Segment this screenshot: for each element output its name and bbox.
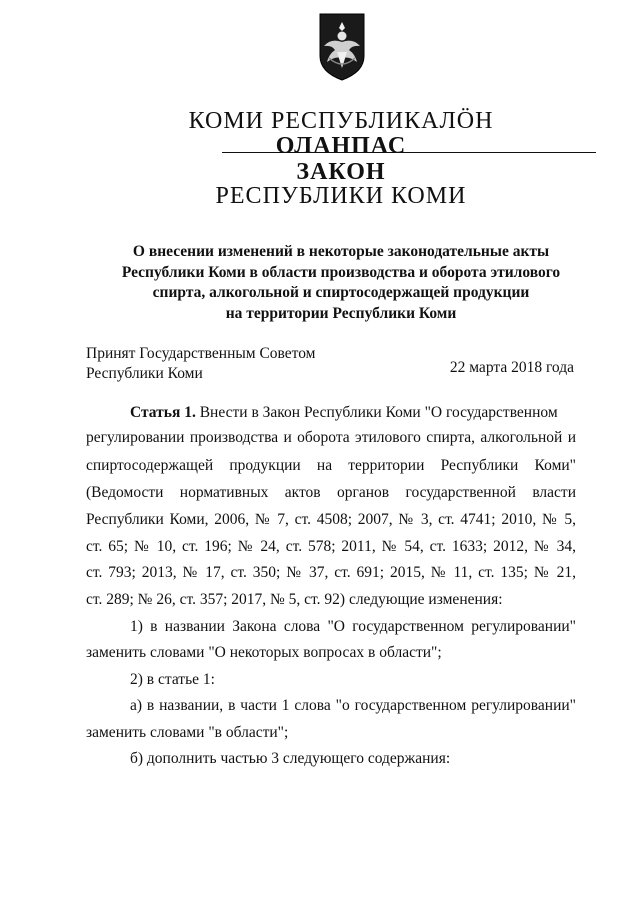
list-item: а) в названии, в части 1 слова "о государственном регулировании": [130, 697, 576, 714]
list-item: 1) в названии Закона слова "О государственном регулировании": [130, 618, 576, 635]
article-line: регулировании производства и оборота этилового спирта, алкогольной и: [86, 429, 576, 446]
article-line: Республики Коми, 2006, № 7, ст. 4508; 2007, № 3, ст. 4741; 2010, № 5,: [86, 511, 576, 528]
article-line: (Ведомости нормативных актов органов государственной власти: [86, 484, 576, 501]
article-line: ст. 289; № 26, ст. 357; 2017, № 5, ст. 92) следующие изменения:: [86, 591, 503, 608]
law-title-line: спирта, алкогольной и спиртосодержащей продукции: [152, 284, 530, 301]
adoption-statement: [86, 344, 316, 384]
article-text: Внести в Закон Республики Коми "О государственном: [195, 404, 558, 421]
article-line: спиртосодержащей продукции на территории Республики Коми": [86, 457, 576, 474]
heading-olanpas: ОЛАНПАС: [275, 133, 407, 159]
article-line: ст. 793; 2013, № 17, ст. 350; № 37, ст. 691; 2015, № 11, ст. 135; № 21,: [86, 564, 576, 581]
list-item: 2) в статье 1:: [130, 671, 215, 688]
list-item-continuation: заменить словами "в области";: [86, 724, 289, 741]
law-title-line: Республики Коми в области производства и оборота этилового: [121, 263, 561, 281]
law-title-line: на территории Республики Коми: [225, 304, 457, 322]
heading-respubliki-komi: РЕСПУБЛИКИ КОМИ: [215, 183, 467, 209]
list-item-continuation: заменить словами "О некоторых вопросах в области";: [86, 644, 442, 661]
article-label: Статья 1.: [130, 404, 196, 421]
heading-komi-republic: КОМИ РЕСПУБЛИКАЛÖН: [188, 108, 494, 134]
law-title: [84, 242, 598, 324]
adopted-by-line: Принят Государственным Советом: [86, 345, 316, 362]
adopted-by-line: Республики Коми: [86, 365, 203, 382]
article-1-first-line: [130, 404, 558, 422]
komi-coat-of-arms-icon: [317, 12, 367, 82]
adoption-date: 22 марта 2018 года: [449, 359, 574, 376]
list-item: б) дополнить частью 3 следующего содержания:: [130, 750, 451, 767]
article-line: ст. 65; № 10, ст. 196; № 24, ст. 578; 2011, № 54, ст. 1633; 2012, № 34,: [86, 538, 576, 555]
heading-zakon: ЗАКОН: [296, 159, 386, 185]
law-title-line: О внесении изменений в некоторые законодательные акты: [132, 243, 550, 260]
header-divider: [222, 152, 596, 153]
